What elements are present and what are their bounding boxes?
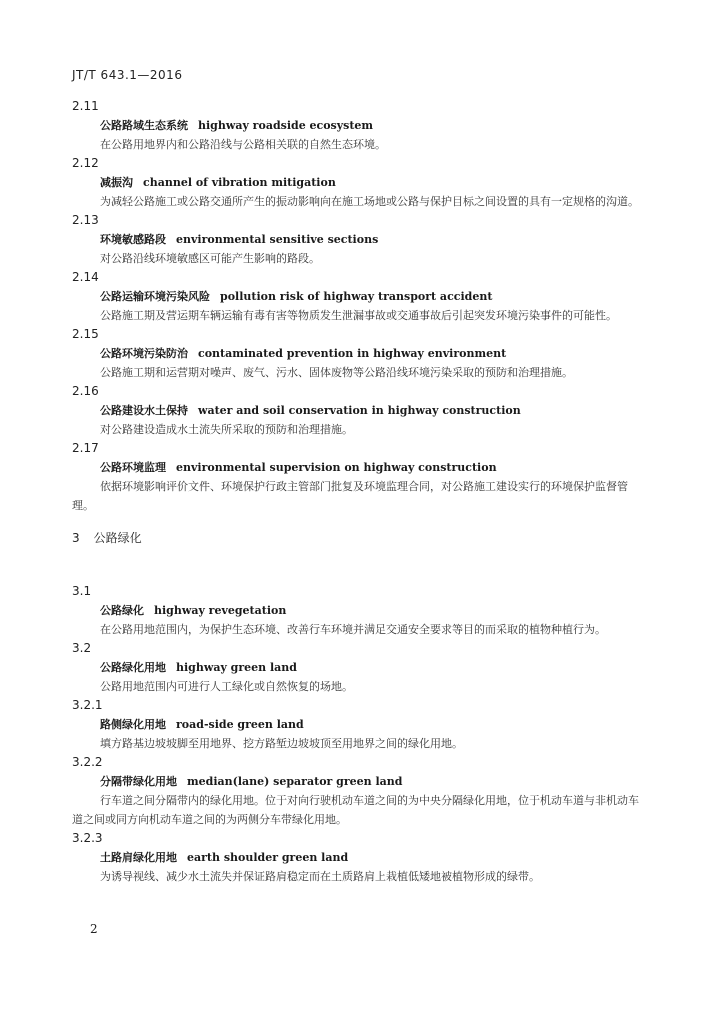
term-heading [72,230,640,249]
chapter-number: 3 [72,531,80,545]
term-chinese: 土路肩绿化用地 [100,851,177,864]
clause-number: 3.2.2 [72,755,103,769]
term-english: highway revegetation [154,604,287,617]
term-entry [72,696,640,753]
clause-number: 3.2.3 [72,831,103,845]
clause-number: 3.2 [72,641,92,655]
term-definition: 对公路沿线环境敏感区可能产生影响的路段。 [100,252,320,265]
term-english: channel of vibration mitigation [143,176,336,189]
term-chinese: 环境敏感路段 [100,233,166,246]
clause-number: 3.1 [72,584,92,598]
term-definition: 在公路用地界内和公路沿线与公路相关联的自然生态环境。 [100,138,386,151]
term-heading [72,173,640,192]
chapter-title: 公路绿化 [93,531,142,545]
term-heading [72,116,640,135]
term-english: environmental sensitive sections [176,233,379,246]
chapter-heading [72,529,640,548]
term-definition: 对公路建设造成水土流失所采取的预防和治理措施。 [100,423,353,436]
term-heading [72,401,640,420]
term-chinese: 公路绿化用地 [100,661,166,674]
standard-code-header: JT/T 643.1—2016 [72,68,183,82]
term-english: median(lane) separator green land [187,775,403,788]
term-heading [72,344,640,363]
term-entry [72,211,640,268]
term-list-section-3 [72,582,640,886]
term-entry [72,753,640,829]
term-entry [72,325,640,382]
term-english: highway roadside ecosystem [198,119,374,132]
term-entry [72,439,640,515]
term-definition: 在公路用地范围内，为保护生态环境、改善行车环境并满足交通安全要求等目的而采取的植物种植行为。 [100,623,606,636]
clause-number: 2.11 [72,99,99,113]
term-heading [72,287,640,306]
clause-number: 2.15 [72,327,99,341]
term-definition: 为诱导视线、减少水土流失并保证路肩稳定而在土质路肩上栽植低矮地被植物形成的绿带。 [100,870,540,883]
term-entry [72,97,640,154]
term-chinese: 路侧绿化用地 [100,718,166,731]
clause-number: 2.17 [72,441,99,455]
term-definition: 公路施工期及营运期车辆运输有毒有害等物质发生泄漏事故或交通事故后引起突发环境污染事件的可能性。 [100,309,617,322]
term-heading [72,715,640,734]
term-chinese: 减振沟 [100,176,133,189]
term-entry [72,382,640,439]
term-chinese: 公路环境污染防治 [100,347,188,360]
term-chinese: 公路环境监理 [100,461,166,474]
term-chinese: 分隔带绿化用地 [100,775,177,788]
term-entry [72,829,640,886]
term-definition: 为减轻公路施工或公路交通所产生的振动影响向在施工场地或公路与保护目标之间设置的具有一定规格的沟道。 [100,195,639,208]
clause-number: 2.16 [72,384,99,398]
term-english: water and soil conservation in highway construction [198,404,521,417]
term-entry [72,582,640,639]
term-entry [72,639,640,696]
term-chinese: 公路建设水土保持 [100,404,188,417]
term-english: earth shoulder green land [187,851,349,864]
term-definition: 依据环境影响评价文件、环境保护行政主管部门批复及环境监理合同，对公路施工建设实行的环境保护监督管理。 [72,480,628,512]
clause-number: 2.12 [72,156,99,170]
term-entry [72,268,640,325]
term-heading [72,772,640,791]
term-english: road-side green land [176,718,304,731]
term-heading [72,458,640,477]
term-definition: 填方路基边坡坡脚至用地界、挖方路堑边坡坡顶至用地界之间的绿化用地。 [100,737,463,750]
term-english: pollution risk of highway transport accident [220,290,493,303]
term-chinese: 公路运输环境污染风险 [100,290,210,303]
term-heading [72,658,640,677]
term-heading [72,601,640,620]
term-english: environmental supervision on highway construction [176,461,497,474]
clause-number: 3.2.1 [72,698,103,712]
document-body [72,97,640,886]
term-heading [72,848,640,867]
term-chinese: 公路路域生态系统 [100,119,188,132]
term-chinese: 公路绿化 [100,604,144,617]
term-definition: 公路施工期和运营期对噪声、废气、污水、固体废物等公路沿线环境污染采取的预防和治理措施。 [100,366,573,379]
clause-number: 2.14 [72,270,99,284]
term-entry [72,154,640,211]
clause-number: 2.13 [72,213,99,227]
term-definition: 公路用地范围内可进行人工绿化或自然恢复的场地。 [100,680,353,693]
term-english: highway green land [176,661,297,674]
term-list-section-2 [72,97,640,515]
term-definition: 行车道之间分隔带内的绿化用地。位于对向行驶机动车道之间的为中央分隔绿化用地，位于机动车道与非机动车道之间或同方向机动车道之间的为两侧分车带绿化用地。 [72,794,639,826]
page-number: 2 [90,922,98,936]
term-english: contaminated prevention in highway environment [198,347,507,360]
